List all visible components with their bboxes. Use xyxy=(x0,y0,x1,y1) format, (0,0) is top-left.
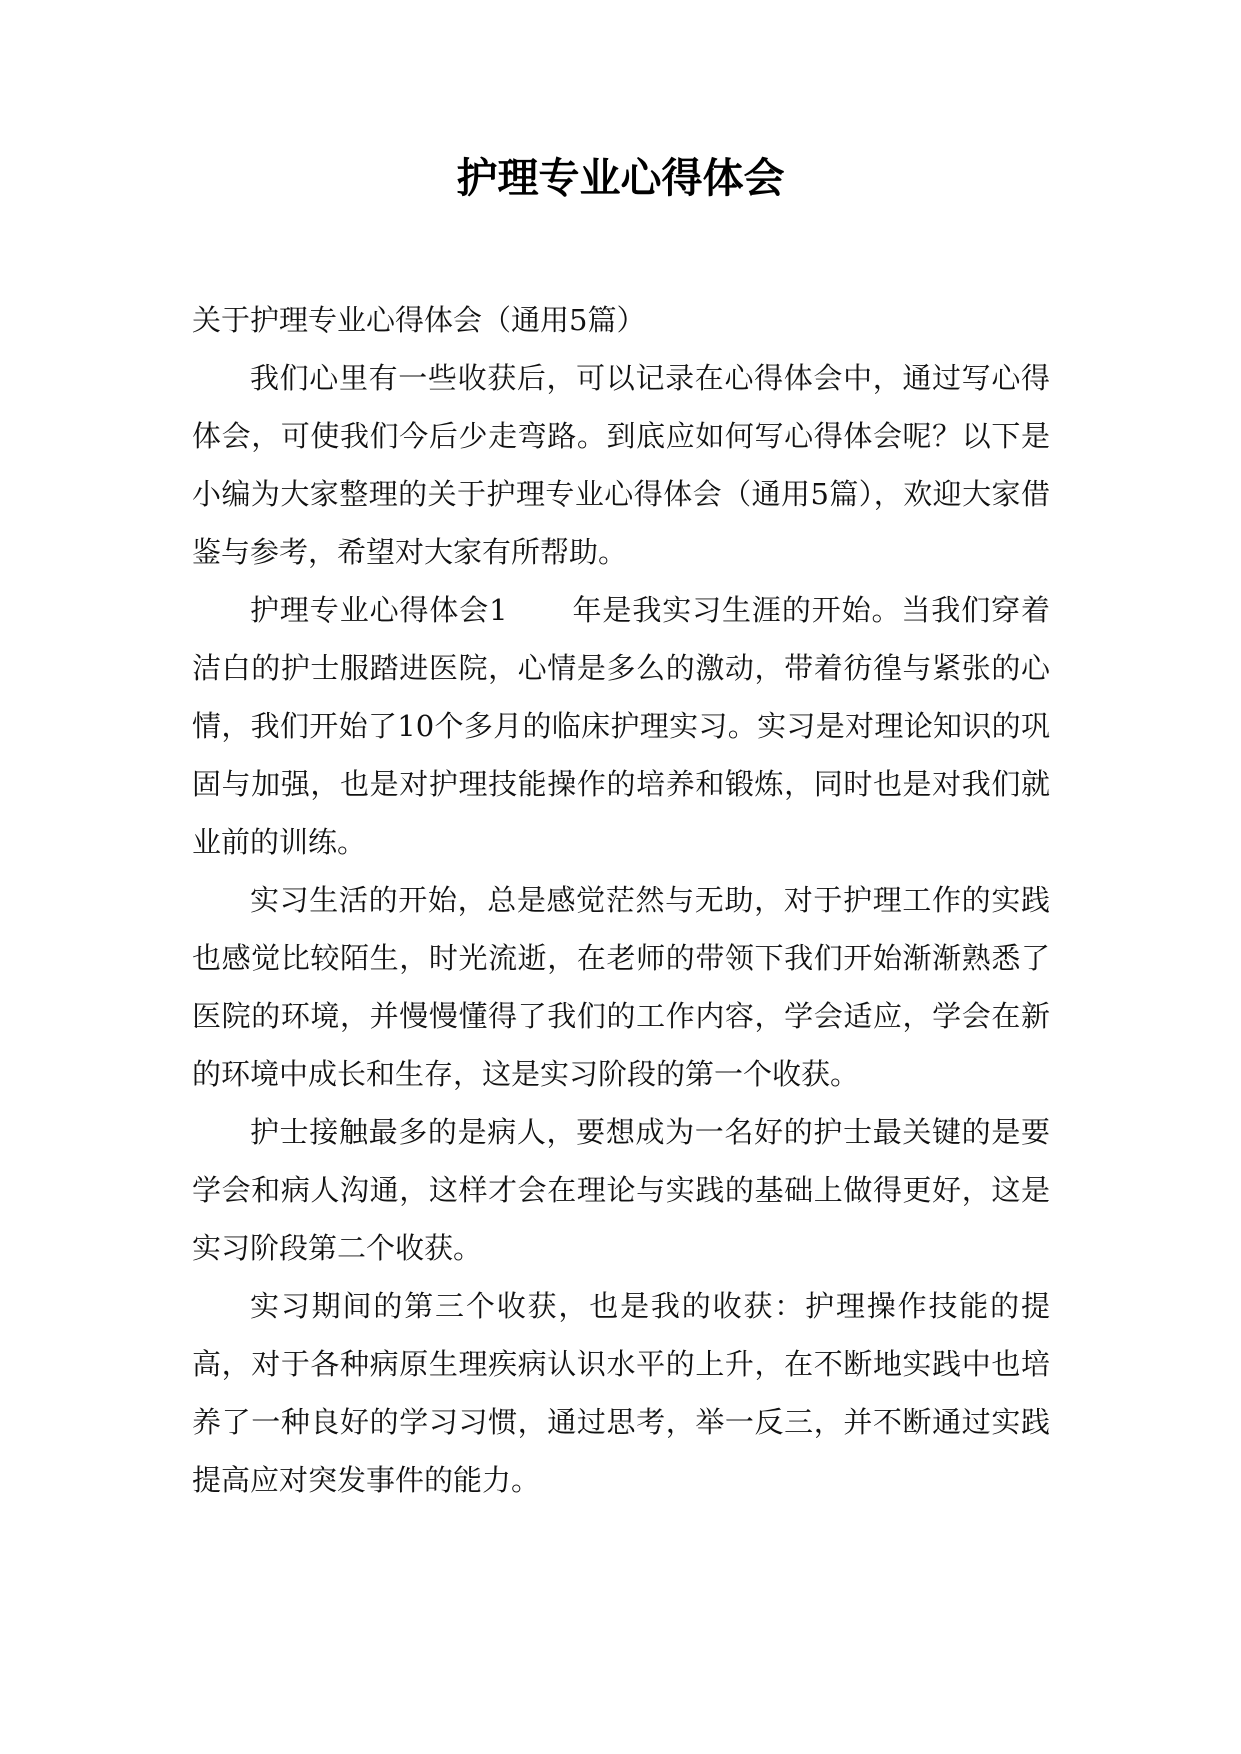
section-1-heading: 护理专业心得体会1 xyxy=(250,593,508,627)
body-paragraph: 实习期间的第三个收获，也是我的收获：护理操作技能的提高，对于各种病原生理疾病认识水平的上升，在不断地实践中也培养了一种良好的学习习惯，通过思考，举一反三，并不断通过实践提高应对突发事件的能力。 xyxy=(192,1289,1050,1497)
document-title: 护理专业心得体会 xyxy=(456,154,785,202)
document-body xyxy=(192,291,1050,1509)
section-1-text: 年是我实习生涯的开始。当我们穿着洁白的护士服踏进医院，心情是多么的激动，带着彷徨与紧张的心情，我们开始了10个多月的临床护理实习。实习是对理论知识的巩固与加强，也是对护理技能操作的培养和锻炼，同时也是对我们就业前的训练。 xyxy=(192,593,1050,859)
body-paragraph: 护士接触最多的是病人，要想成为一名好的护士最关键的是要学会和病人沟通，这样才会在理论与实践的基础上做得更好，这是实习阶段第二个收获。 xyxy=(192,1115,1050,1265)
intro-paragraph: 我们心里有一些收获后，可以记录在心得体会中，通过写心得体会，可使我们今后少走弯路。到底应如何写心得体会呢？以下是小编为大家整理的关于护理专业心得体会（通用5篇），欢迎大家借鉴与参考，希望对大家有所帮助。 xyxy=(192,361,1050,569)
body-paragraph: 实习生活的开始，总是感觉茫然与无助，对于护理工作的实践也感觉比较陌生，时光流逝，在老师的带领下我们开始渐渐熟悉了医院的环境，并慢慢懂得了我们的工作内容，学会适应，学会在新的环境中成长和生存，这是实习阶段的第一个收获。 xyxy=(192,883,1050,1091)
section-1-paragraph xyxy=(192,581,1050,871)
document-subtitle: 关于护理专业心得体会（通用5篇） xyxy=(192,303,646,337)
